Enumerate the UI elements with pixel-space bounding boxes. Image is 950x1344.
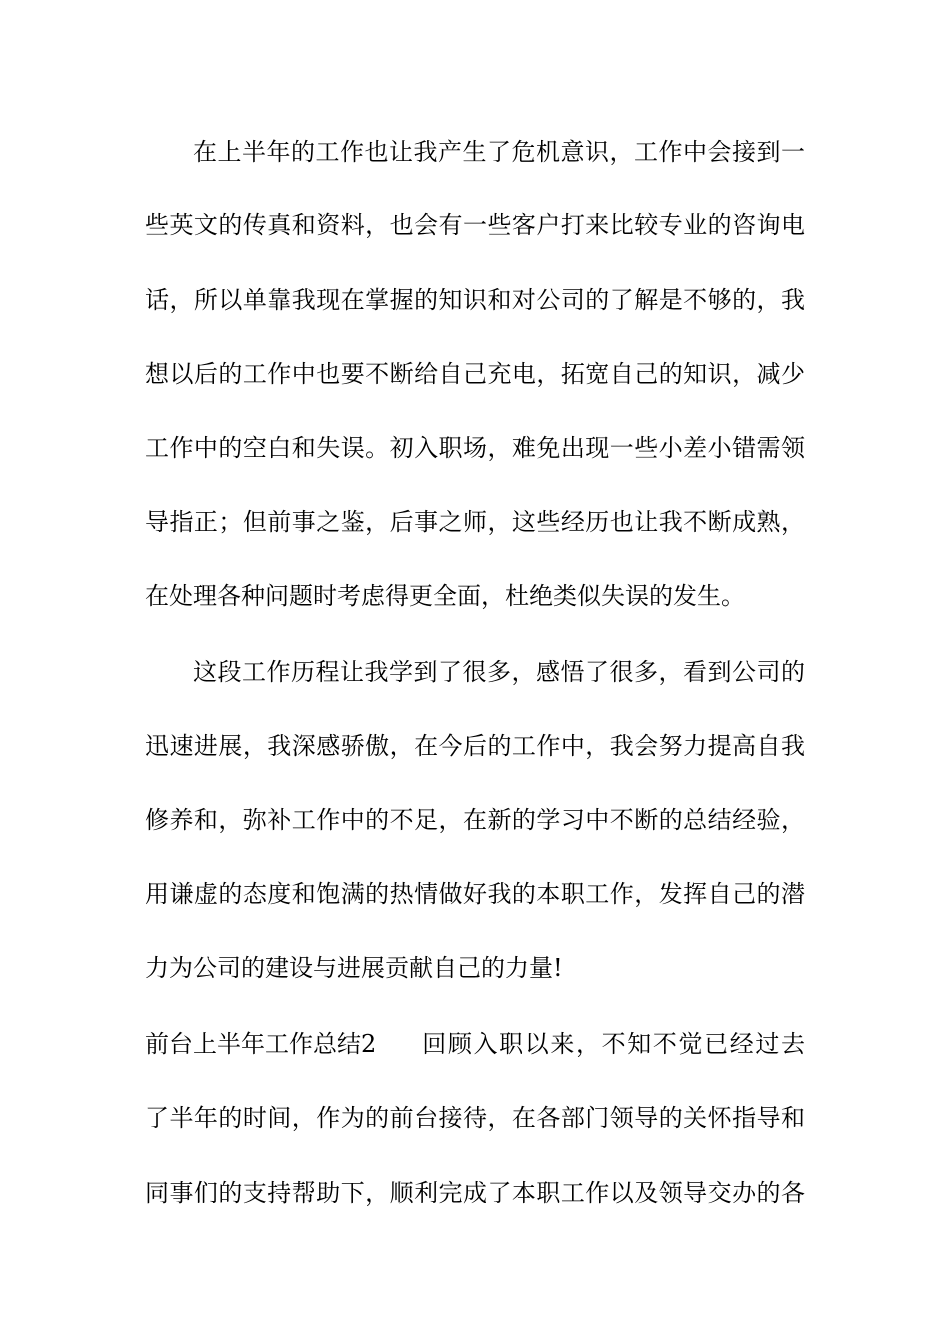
section-2-line-2: 了半年的时间，作为的前台接待，在各部门领导的关怀指导和 [145, 1104, 805, 1132]
paragraph-2-line-4: 用谦虚的态度和饱满的热情做好我的本职工作，发挥自己的潜 [145, 880, 805, 908]
paragraph-1-line-7: 在处理各种问题时考虑得更全面，杜绝类似失误的发生。 [145, 582, 745, 610]
paragraph-1-line-6: 导指正；但前事之鉴，后事之师，这些经历也让我不断成熟， [145, 508, 805, 536]
paragraph-1-line-1: 在上半年的工作也让我产生了危机意识，工作中会接到一 [193, 138, 805, 166]
section-2-heading: 前台上半年工作总结2 [145, 1030, 377, 1058]
paragraph-1-line-2: 些英文的传真和资料，也会有一些客户打来比较专业的咨询电 [145, 211, 805, 239]
section-2-line-3: 同事们的支持帮助下，顺利完成了本职工作以及领导交办的各 [145, 1179, 805, 1207]
paragraph-1-line-3: 话，所以单靠我现在掌握的知识和对公司的了解是不够的，我 [145, 286, 805, 314]
paragraph-2-line-3: 修养和，弥补工作中的不足，在新的学习中不断的总结经验， [145, 806, 805, 834]
paragraph-1-line-5: 工作中的空白和失误。初入职场，难免出现一些小差小错需领 [145, 434, 805, 462]
paragraph-2-line-1: 这段工作历程让我学到了很多，感悟了很多，看到公司的 [193, 658, 805, 686]
paragraph-2-line-5: 力为公司的建设与进展贡献自己的力量! [145, 954, 563, 982]
section-2-first-line [145, 1024, 805, 1064]
section-2-line-1-rest: 回顾入职以来，不知不觉已经过去 [422, 1030, 805, 1058]
paragraph-1-line-4: 想以后的工作中也要不断给自己充电，拓宽自己的知识，减少 [145, 360, 805, 388]
paragraph-2-line-2: 迅速进展，我深感骄傲，在今后的工作中，我会努力提高自我 [145, 732, 805, 760]
